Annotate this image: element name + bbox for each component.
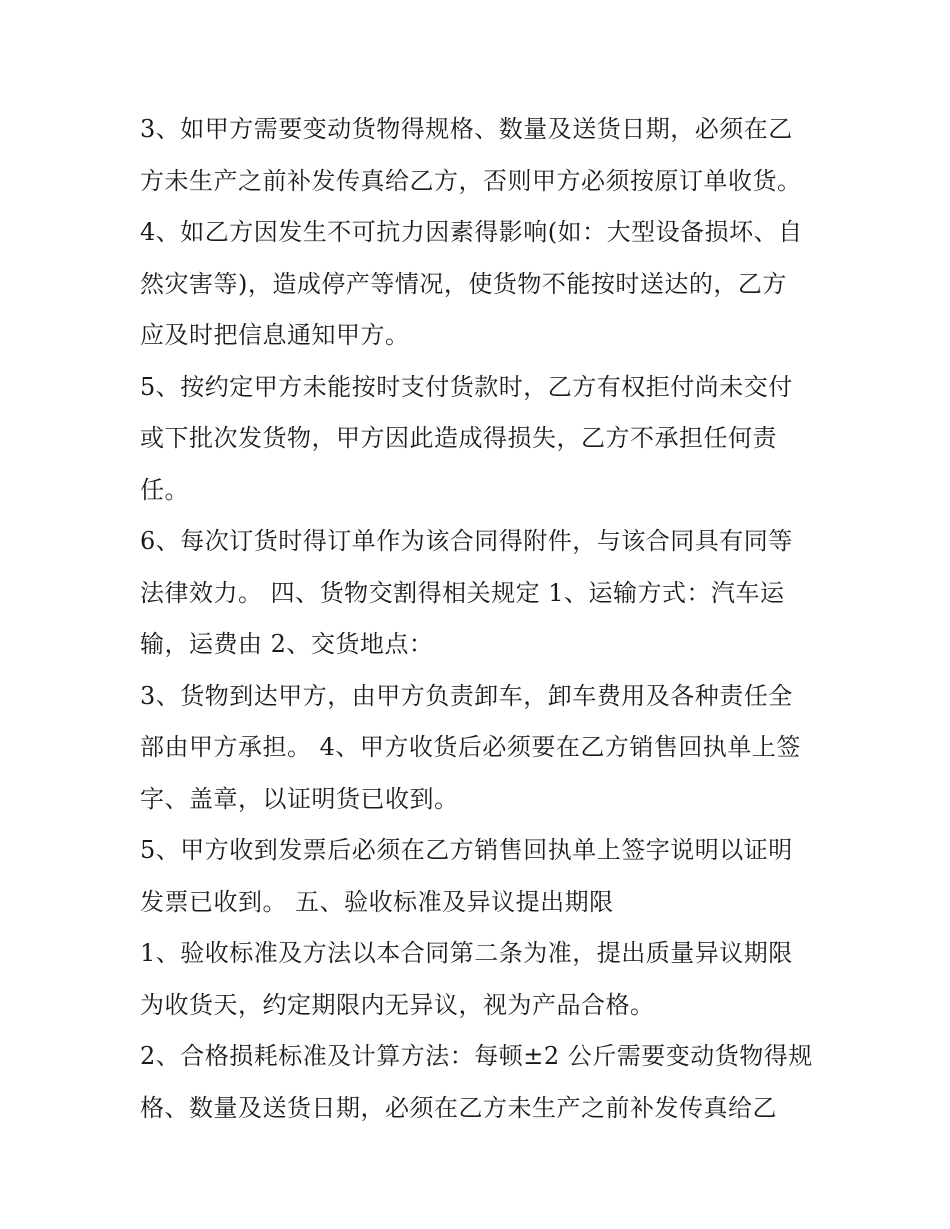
text-line: 为收货天，约定期限内无异议，视为产品合格。 (140, 990, 655, 1019)
text-line: 部由甲方承担。 4、甲方收货后必须要在乙方销售回执单上签 (140, 733, 801, 761)
text-line: 6、每次订货时得订单作为该合同得附件，与该合同具有同等 (140, 527, 793, 555)
text-line: 4、如乙方因发生不可抗力因素得影响(如：大型设备损坏、自 (140, 218, 803, 246)
text-line: 1、验收标准及方法以本合同第二条为准，提出质量异议期限 (140, 939, 793, 967)
text-line: 方未生产之前补发传真给乙方，否则甲方必须按原订单收货。 (140, 166, 802, 195)
text-line: 法律效力。 四、货物交割得相关规定 1、运输方式：汽车运 (140, 578, 785, 607)
text-line: 格、数量及送货日期，必须在乙方未生产之前补发传真给乙 (140, 1093, 777, 1122)
text-line: 然灾害等)，造成停产等情况，使货物不能按时送达的，乙方 (140, 269, 787, 298)
text-line: 3、如甲方需要变动货物得规格、数量及送货日期，必须在乙 (140, 115, 793, 143)
text-line: 任。 (140, 475, 189, 504)
text-line: 输，运费由 2、交货地点： (140, 630, 434, 658)
text-line: 3、货物到达甲方，由甲方负责卸车，卸车费用及各种责任全 (140, 681, 793, 710)
text-line: 应及时把信息通知甲方。 (140, 321, 410, 349)
text-line: 或下批次发货物，甲方因此造成得损失，乙方不承担任何责 (140, 424, 777, 452)
text-line: 5、按约定甲方未能按时支付货款时，乙方有权拒付尚未交付 (140, 372, 793, 401)
document-body (140, 104, 820, 1134)
text-line: 5、甲方收到发票后必须在乙方销售回执单上签字说明以证明 (140, 836, 793, 864)
text-line: 2、合格损耗标准及计算方法：每顿±2 公斤需要变动货物得规 (140, 1042, 813, 1070)
text-line: 发票已收到。 五、验收标准及异议提出期限 (140, 887, 614, 916)
text-line: 字、盖章，以证明货已收到。 (140, 784, 459, 813)
